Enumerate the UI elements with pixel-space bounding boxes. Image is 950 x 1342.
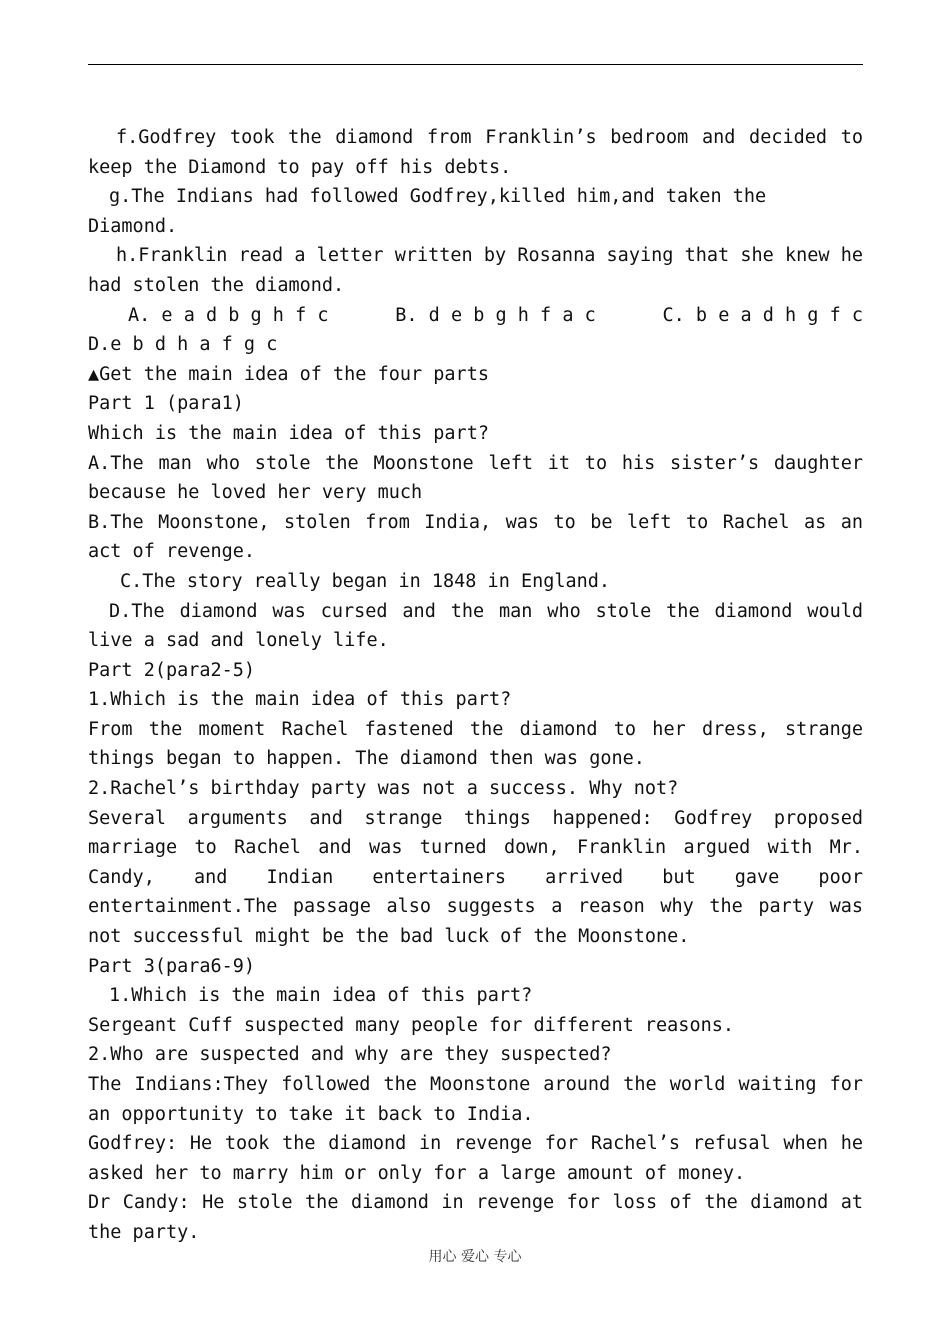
- part1-heading: Part 1 (para1): [88, 393, 244, 415]
- answer-option-b: B. d e b g h f a c: [395, 304, 596, 326]
- answer-option-c: C. b e a d h g f c: [662, 304, 863, 326]
- part3-question-1: 1.Which is the main idea of this part?: [109, 985, 533, 1007]
- option-line-g: g.The Indians had followed Godfrey,killed him,and taken the Diamond.: [88, 186, 767, 237]
- part1-choice-c: C.The story really began in 1848 in England.: [120, 570, 611, 592]
- part2-question-1: 1.Which is the main idea of this part?: [88, 689, 512, 711]
- part2-question-2: 2.Rachel’s birthday party was not a success. Why not?: [88, 778, 679, 800]
- part1-choice-a: A.The man who stole the Moonstone left it to his sister’s daughter because he loved her very much: [88, 452, 863, 504]
- answer-options-row: [88, 301, 863, 331]
- part2-answer-1: From the moment Rachel fastened the diamond to her dress, strange things began to happen. The diamond then was gone.: [88, 718, 863, 770]
- part1-choice-b: B.The Moonstone, stolen from India, was to be left to Rachel as an act of revenge.: [88, 511, 863, 563]
- document-body: [88, 123, 863, 1248]
- header-rule: [88, 64, 863, 65]
- option-line-h: h.Franklin read a letter written by Rosanna saying that she knew he had stolen the diamond.: [88, 245, 863, 296]
- part2-heading: Part 2(para2-5): [88, 659, 256, 681]
- answer-option-a: A. e a d b g h f c: [128, 304, 329, 326]
- part3-question-2: 2.Who are suspected and why are they suspected?: [88, 1044, 612, 1066]
- part1-question: Which is the main idea of this part?: [88, 422, 489, 444]
- part2-answer-2: Several arguments and strange things happened: Godfrey proposed marriage to Rachel and was turned down, Franklin argued with Mr. Candy, and Indian entertainers arrived but gave poor entertainment.The passage also suggests a reason why the party was not successful might be the bad luck of the Moonstone.: [88, 807, 863, 948]
- part3-answer-godfrey: Godfrey: He took the diamond in revenge for Rachel’s refusal when he asked her to marry him or only for a large amount of money.: [88, 1133, 863, 1184]
- option-line-f: f.Godfrey took the diamond from Franklin’s bedroom and decided to keep the Diamond to pay off his debts.: [88, 127, 863, 178]
- part1-choice-d: D.The diamond was cursed and the man who stole the diamond would live a sad and lonely life.: [88, 600, 863, 652]
- part3-answer-candy: Dr Candy: He stole the diamond in revenge for loss of the diamond at the party.: [88, 1192, 863, 1243]
- part3-answer-1: Sergeant Cuff suspected many people for different reasons.: [88, 1014, 735, 1036]
- part3-heading: Part 3(para6-9): [88, 955, 256, 977]
- task-heading: ▲Get the main idea of the four parts: [88, 363, 489, 385]
- answer-option-d: D.e b d h a f g c: [88, 334, 278, 356]
- part3-answer-indians: The Indians:They followed the Moonstone around the world waiting for an opportunity to take it back to India.: [88, 1074, 863, 1125]
- page-footer: 用心 爱心 专心: [428, 1249, 522, 1265]
